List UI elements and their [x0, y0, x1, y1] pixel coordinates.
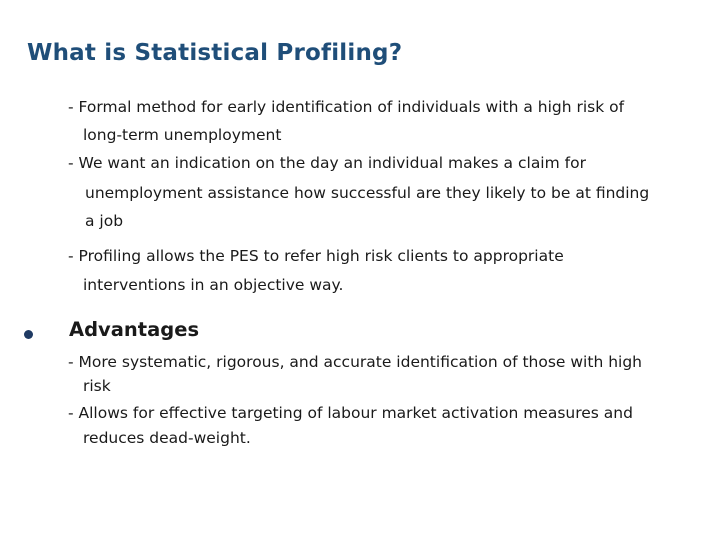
- intro-line: a job: [85, 212, 124, 230]
- advantages-line: - More systematic, rigorous, and accurate identification of those with high: [68, 353, 642, 371]
- intro-line: unemployment assistance how successful are they likely to be at finding: [85, 184, 650, 202]
- advantages-line: reduces dead-weight.: [83, 429, 251, 447]
- advantages-line: - Allows for effective targeting of labour market activation measures and: [68, 404, 633, 422]
- intro-line: - Formal method for early identification of individuals with a high risk of: [68, 98, 625, 116]
- intro-line: interventions in an objective way.: [83, 276, 344, 294]
- intro-line: - Profiling allows the PES to refer high risk clients to appropriate: [68, 247, 564, 265]
- intro-line: long-term unemployment: [83, 126, 282, 144]
- bullet-dot-icon: [24, 330, 33, 339]
- advantages-line: risk: [83, 377, 111, 395]
- slide-title: What is Statistical Profiling?: [27, 40, 403, 66]
- advantages-heading: Advantages: [69, 318, 200, 341]
- intro-line: - We want an indication on the day an individual makes a claim for: [68, 154, 586, 172]
